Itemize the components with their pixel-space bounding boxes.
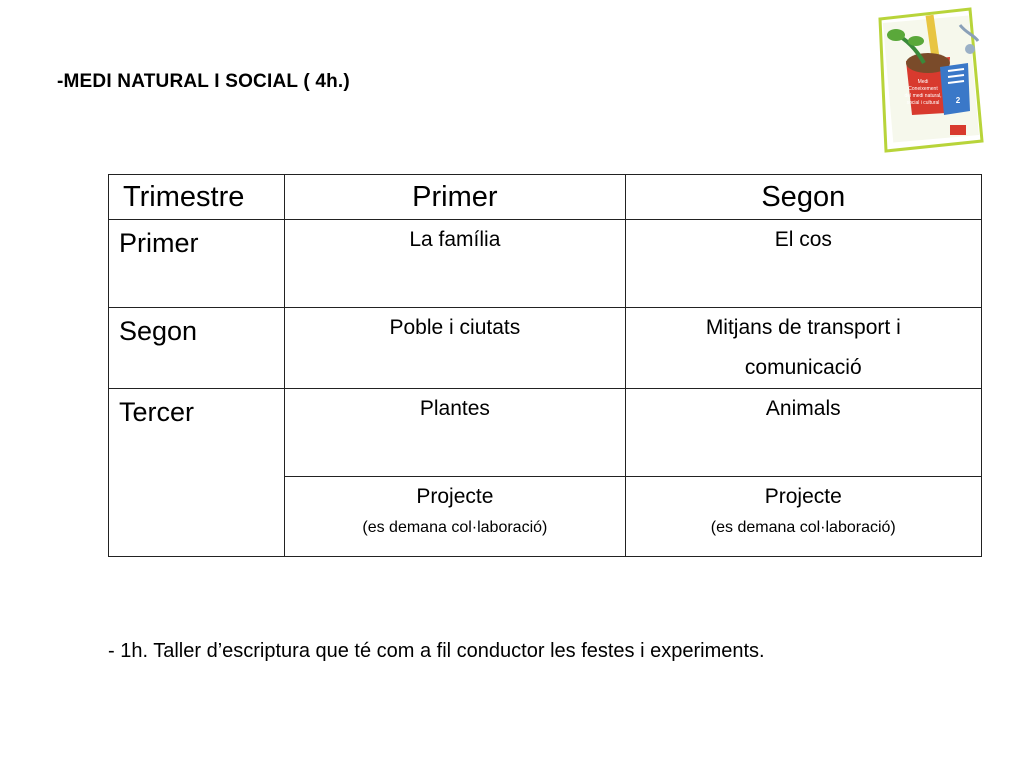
workshop-note: - 1h. Taller d’escriptura que té com a fil conductor les festes i experiments. (108, 640, 765, 662)
cell-el-cos: El cos (625, 220, 981, 308)
cell-projecte-1 (285, 477, 625, 557)
cell-subtext: (es demana col·laboració) (362, 519, 548, 536)
cell-plantes: Plantes (285, 389, 625, 477)
book-cover-image (866, 5, 986, 157)
schedule-table (108, 174, 982, 557)
book-title-line-3: del medi natural, (904, 93, 942, 99)
table-header-row (109, 175, 982, 220)
table-row (109, 389, 982, 477)
table-row (109, 308, 982, 389)
book-title-line-4: social i cultural (906, 100, 940, 106)
cell-animals: Animals (625, 389, 981, 477)
page-heading: -MEDI NATURAL I SOCIAL ( 4h.) (57, 71, 350, 92)
cell-mitjans-de-transport (625, 308, 981, 389)
row-label-primer: Primer (109, 220, 285, 308)
cell-poble-i-ciutats: Poble i ciutats (285, 308, 625, 389)
cell-line: Mitjans de transport i (705, 316, 901, 339)
book-number: 2 (955, 96, 961, 105)
table-row (109, 220, 982, 308)
row-label-tercer: Tercer (109, 389, 285, 557)
header-primer: Primer (285, 175, 625, 220)
cell-line: comunicació (744, 356, 862, 379)
header-trimestre: Trimestre (109, 175, 285, 220)
cell-line: Projecte (416, 485, 494, 508)
cell-line: Projecte (764, 485, 842, 508)
book-title-line-2: Coneixement (908, 86, 938, 92)
cell-subtext: (es demana col·laboració) (710, 519, 896, 536)
cell-projecte-2 (625, 477, 981, 557)
row-label-segon: Segon (109, 308, 285, 389)
cell-la-familia: La família (285, 220, 625, 308)
header-segon: Segon (625, 175, 981, 220)
book-title-line-1: Medi (917, 79, 929, 85)
